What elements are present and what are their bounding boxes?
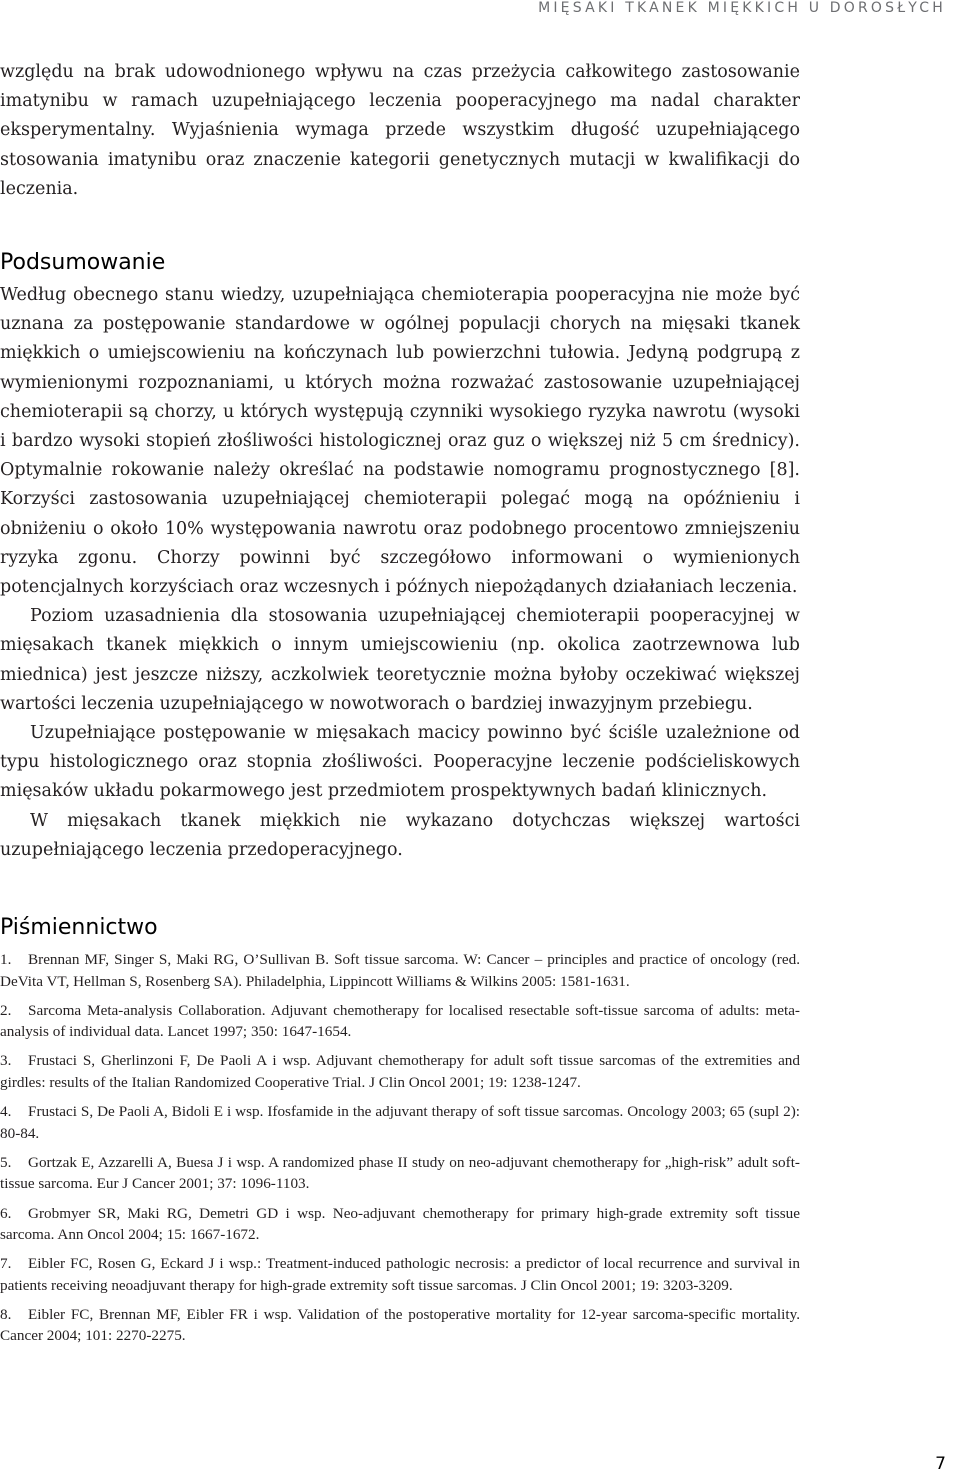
running-title: MIĘSAKI TKANEK MIĘKKICH U DOROSŁYCH — [538, 0, 946, 16]
page-number: 7 — [935, 1454, 946, 1474]
reference-number: 8. — [0, 1305, 12, 1323]
reference-text: Grobmyer SR, Maki RG, Demetri GD i wsp. Neo-adjuvant chemotherapy for primary high-grade extremity soft tissue sarcoma. Ann Oncol 2004; 15: 1667-1672. — [0, 1204, 800, 1244]
summary-paragraph: Poziom uzasadnienia dla stosowania uzupełniającej chemioterapii pooperacyjnej w mięsakach tkanek miękkich o innym umiejscowieniu (np. okolica zaotrzewnowa lub miednica) jest jeszcze niższy, aczkolwiek teoretycznie można byłoby oczekiwać większej wartości leczenia uzupełniającego w nowotworach o bardziej inwazyjnym przebiegu. — [0, 606, 800, 714]
page-content — [0, 58, 800, 1355]
reference-number: 1. — [0, 951, 12, 969]
reference-item — [0, 949, 800, 992]
reference-item — [0, 1304, 800, 1347]
reference-text: Eibler FC, Brennan MF, Eibler FR i wsp. Validation of the postoperative mortality for 12-year sarcoma-specific mortality. Cancer 2004; 101: 2270-2275. — [0, 1305, 800, 1345]
reference-number: 7. — [0, 1255, 12, 1273]
summary-paragraph: Według obecnego stanu wiedzy, uzupełniająca chemioterapia pooperacyjna nie może być uznana za postępowanie standardowe w ogólnej populacji chorych na mięsaki tkanek miękkich o umiejscowieniu na kończynach lub powierzchni tułowia. Jedyną podgrupą z wymienionymi rozpoznaniami, u których można rozważać zastosowanie uzupełniającej chemioterapii są chorzy, u których występują czynniki wysokiego ryzyka nawrotu (wysoki i bardzo wysoki stopień złośliwości histologicznej oraz guz o większej niż 5 cm średnicy). Optymalnie rokowanie należy określać na podstawie nomogramu prognostycznego [8]. Korzyści zastosowania uzupełniającej chemioterapii polegać mogą na opóźnieniu i obniżeniu o około 10% występowania nawrotu oraz podobnego procentowo zmniejszeniu ryzyka zgonu. Chorzy powinni być szczegółowo informowani o wymienionych potencjalnych korzyściach oraz wczesnych i późnych niepożądanych działaniach leczenia. — [0, 285, 800, 598]
summary-heading: Podsumowanie — [0, 250, 166, 276]
reference-text: Frustaci S, De Paoli A, Bidoli E i wsp. Ifosfamide in the adjuvant therapy of soft tissue sarcomas. Oncology 2003; 65 (supl 2): 80-84. — [0, 1103, 800, 1142]
reference-text: Sarcoma Meta-analysis Collaboration. Adjuvant chemotherapy for localised resectable soft-tissue sarcoma of adults: meta-analysis of individual data. Lancet 1997; 350: 1647-1654. — [0, 1001, 800, 1041]
reference-text: Frustaci S, Gherlinzoni F, De Paoli A i wsp. Adjuvant chemotherapy for adult soft tissue sarcomas of the extremities and girdles: results of the Italian Randomized Cooperative Trial. J Clin Oncol 2001; 19: 1238-1247. — [0, 1052, 800, 1092]
summary-paragraph: W mięsakach tkanek miękkich nie wykazano dotychczas większej wartości uzupełniającego leczenia przedoperacyjnego. — [0, 810, 800, 860]
reference-number: 2. — [0, 1001, 12, 1019]
references-list — [0, 949, 800, 1347]
reference-item — [0, 1000, 800, 1043]
reference-number: 3. — [0, 1052, 12, 1070]
reference-text: Eibler FC, Rosen G, Eckard J i wsp.: Treatment-induced pathologic necrosis: a predictor of local recurrence and survival in patients receiving neoadjuvant therapy for high-grade extremity soft tissue sarcomas. J Clin Oncol 2001; 19: 3203-3209. — [0, 1255, 800, 1294]
reference-item — [0, 1101, 800, 1144]
reference-text: Gortzak E, Azzarelli A, Buesa J i wsp. A randomized phase II study on neo-adjuvant chemotherapy for „high-risk” adult soft-tissue sarcoma. Eur J Cancer 2001; 37: 1096-1103. — [0, 1153, 800, 1193]
reference-item — [0, 1203, 800, 1246]
reference-number: 6. — [0, 1204, 12, 1222]
reference-number: 5. — [0, 1153, 12, 1171]
reference-number: 4. — [0, 1103, 12, 1121]
reference-item — [0, 1253, 800, 1296]
reference-item — [0, 1050, 800, 1093]
reference-item — [0, 1152, 800, 1195]
reference-text: Brennan MF, Singer S, Maki RG, O’Sullivan B. Soft tissue sarcoma. W: Cancer – principles and practice of oncology (red. DeVita VT, Hellman S, Rosenberg SA). Philadelphia, Lippincott Williams & Wilkins 2005: 1581-1631. — [0, 951, 800, 990]
summary-paragraph: Uzupełniające postępowanie w mięsakach macicy powinno być ściśle uzależnione od typu histologicznego oraz stopnia złośliwości. Pooperacyjne leczenie podścieliskowych mięsaków układu pokarmowego jest przedmiotem prospektywnych badań klinicznych. — [0, 723, 800, 802]
references-heading: Piśmiennictwo — [0, 915, 158, 941]
intro-paragraph: względu na brak udowodnionego wpływu na czas przeżycia całkowitego zastosowanie imatynibu w ramach uzupełniającego leczenia pooperacyjnego ma nadal charakter eksperymentalny. Wyjaśnienia wymaga przede wszystkim długość uzupełniającego stosowania imatynibu oraz znaczenie kategorii genetycznych mutacji w kwalifikacji do leczenia. — [0, 62, 800, 199]
